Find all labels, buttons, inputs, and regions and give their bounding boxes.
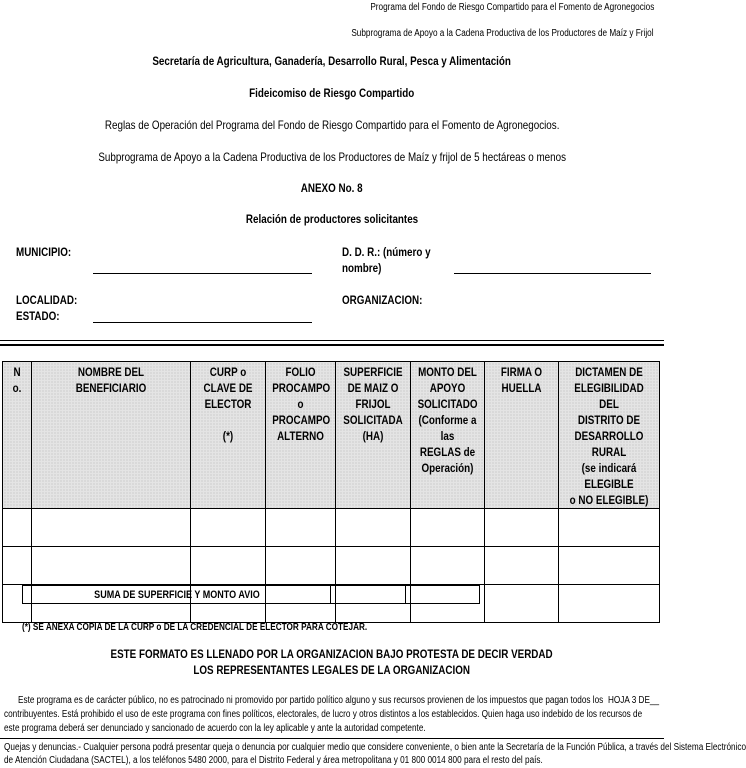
cell-firma[interactable] — [485, 547, 559, 585]
cell-superficie[interactable] — [336, 547, 411, 585]
col-header-curp: CURP o CLAVE DE ELECTOR (*) — [191, 362, 266, 509]
table-row — [3, 509, 660, 547]
table-row — [3, 547, 660, 585]
cell-curp[interactable] — [191, 547, 266, 585]
cell-dictamen[interactable] — [559, 585, 660, 623]
title-anexo: ANEXO No. 8 — [301, 181, 363, 195]
suma-label: SUMA DE SUPERFICIE Y MONTO AVIO — [23, 586, 331, 604]
organizacion-label: ORGANIZACION: — [342, 293, 423, 307]
table-header-row — [3, 362, 660, 509]
divider-quejas — [0, 738, 664, 739]
col-header-no: N o. — [3, 362, 32, 509]
protesta-line-2: LOS REPRESENTANTES LEGALES DE LA ORGANIZACION — [193, 663, 471, 677]
suma-monto-cell[interactable] — [406, 586, 480, 604]
ddr-label-2: nombre) — [342, 261, 382, 275]
title-subprograma: Subprograma de Apoyo a la Cadena Productiva de los Productores de Maíz y frijol de 5 hectáreas o menos — [98, 150, 566, 164]
cell-monto[interactable] — [411, 509, 485, 547]
leyenda-line-2: contribuyentes. Está prohibido el uso de este programa con fines políticos, electorales, de lucro y otros distintos a los establecidos. Quien haga uso indebido de los recursos de — [4, 709, 643, 720]
protesta-line-1: ESTE FORMATO ES LLENADO POR LA ORGANIZACION BAJO PROTESTA DE DECIR VERDAD — [110, 647, 554, 661]
col-header-folio: FOLIO PROCAMPO o PROCAMPO ALTERNO — [266, 362, 336, 509]
cell-monto[interactable] — [411, 547, 485, 585]
estado-label: ESTADO: — [16, 309, 60, 323]
cell-nombre[interactable] — [32, 547, 191, 585]
title-relacion: Relación de productores solicitantes — [245, 212, 419, 226]
col-header-monto: MONTO DEL APOYO SOLICITADO (Conforme a las REGLAS de Operación) — [411, 362, 485, 509]
col-header-superficie: SUPERFICIE DE MAIZ O FRIJOL SOLICITADA (HA) — [336, 362, 411, 509]
nota-curp: (*) SE ANEXA COPIA DE LA CURP o DE LA CREDENCIAL DE ELECTOR PARA COTEJAR. — [22, 622, 368, 633]
divider-bottom — [0, 344, 664, 346]
cell-no[interactable] — [3, 509, 32, 547]
cell-curp[interactable] — [191, 509, 266, 547]
col-header-dictamen: DICTAMEN DE ELEGIBILIDAD DEL DISTRITO DE DESARROLLO RURAL (se indicará ELEGIBLE o NO ELEGIBLE) — [559, 362, 660, 509]
quejas-line-1: Quejas y denuncias.- Cualquier persona podrá presentar queja o denuncia por cualquier medio que considere conveniente, o bien ante la Secretaría de la Función Pública, a través del Sistema Electrónico — [4, 742, 746, 753]
cell-firma[interactable] — [485, 509, 559, 547]
col-header-nombre: NOMBRE DEL BENEFICIARIO — [32, 362, 191, 509]
title-reglas: Reglas de Operación del Programa del Fondo de Riesgo Compartido para el Fomento de Agronegocios. — [104, 118, 560, 132]
municipio-field[interactable] — [93, 273, 312, 274]
leyenda-line-1: Este programa es de carácter público, no es patrocinado ni promovido por partido político alguno y sus recursos provienen de los impuestos que pagan todos los — [18, 695, 604, 706]
suma-row — [23, 586, 480, 604]
cell-no[interactable] — [3, 547, 32, 585]
cell-dictamen[interactable] — [559, 509, 660, 547]
ddr-field[interactable] — [454, 273, 651, 274]
suma-table — [22, 585, 480, 604]
title-fideicomiso: Fideicomiso de Riesgo Compartido — [249, 86, 415, 100]
municipio-label: MUNICIPIO: — [16, 245, 72, 259]
localidad-label: LOCALIDAD: — [16, 293, 78, 307]
divider-top — [0, 340, 664, 341]
localidad-field[interactable] — [93, 322, 312, 323]
col-header-firma: FIRMA O HUELLA — [485, 362, 559, 509]
title-secretaria: Secretaría de Agricultura, Ganadería, Desarrollo Rural, Pesca y Alimentación — [152, 54, 512, 68]
cell-nombre[interactable] — [32, 509, 191, 547]
suma-superficie-cell[interactable] — [331, 586, 406, 604]
cell-firma[interactable] — [485, 585, 559, 623]
hoja-number: HOJA 3 DE__ — [608, 695, 660, 706]
cell-superficie[interactable] — [336, 509, 411, 547]
cell-folio[interactable] — [266, 547, 336, 585]
quejas-line-2: de Atención Ciudadana (SACTEL), a los teléfonos 5480 2000, para el Distrito Federal y área metropolitana y 01 800 0014 800 para el resto del país. — [4, 755, 543, 766]
ddr-label: D. D. R.: (número y — [342, 245, 431, 259]
header-program-line: Programa del Fondo de Riesgo Compartido para el Fomento de Agronegocios — [370, 2, 654, 13]
cell-folio[interactable] — [266, 509, 336, 547]
header-subprogram-line: Subprograma de Apoyo a la Cadena Productiva de los Productores de Maíz y Frijol — [351, 28, 654, 39]
cell-dictamen[interactable] — [559, 547, 660, 585]
leyenda-line-3: este programa deberá ser denunciado y sancionado de acuerdo con la ley aplicable y ante la autoridad competente. — [4, 723, 426, 734]
productores-table — [2, 361, 660, 623]
